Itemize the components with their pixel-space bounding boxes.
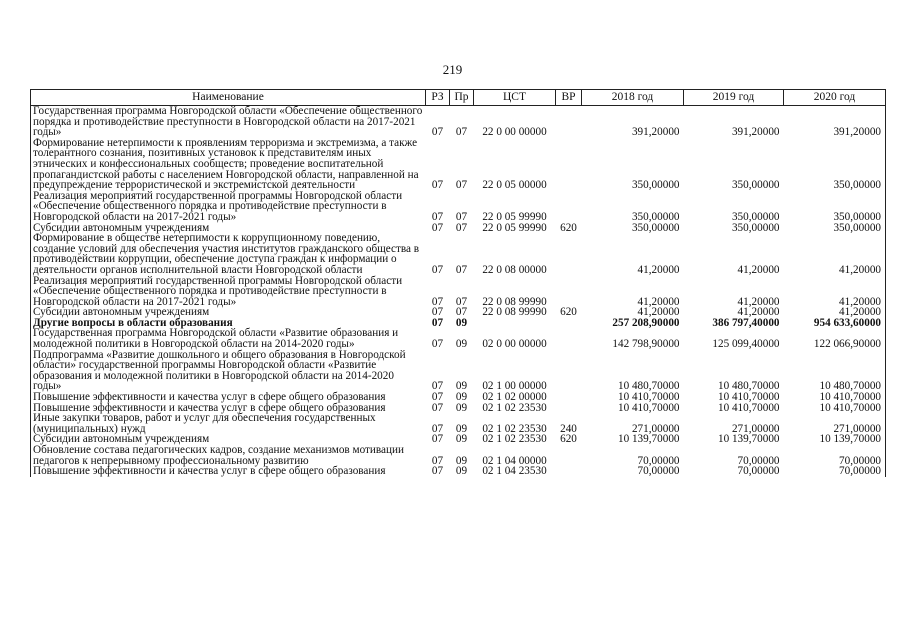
row-value-2019: 10 139,70000 xyxy=(717,433,780,446)
row-value-2018: 10 410,70000 xyxy=(617,401,680,414)
row-name: Формирование в обществе нетерпимости к коррупционному поведению, создание условий для обеспечения участия институтов гражданского общества в противодействии коррупции, обеспечение доступа граждан к информации о деятельности органов исполнительной власти Новгородской области xyxy=(31,233,426,275)
row-value-2018: 350,00000 xyxy=(631,179,680,192)
row-cst: 22 0 08 99990 xyxy=(482,306,547,319)
row-rz: 07 xyxy=(431,433,444,446)
row-value-2020: 10 480,70000 xyxy=(784,350,886,392)
row-vr xyxy=(556,328,582,349)
row-value-2019: 125 099,40000 xyxy=(712,338,780,351)
row-value-2019: 391,20000 xyxy=(731,126,780,139)
row-rz: 07 xyxy=(431,221,444,234)
row-cst: 22 0 05 99990 xyxy=(482,221,547,234)
row-vr: 620 xyxy=(560,306,577,319)
row-value-2020: 10 410,70000 xyxy=(784,403,886,414)
row-value-2018: 391,20000 xyxy=(631,126,680,139)
row-cst: 02 1 04 23530 xyxy=(482,465,547,478)
row-value-2020: 350,00000 xyxy=(784,223,886,234)
row-name: Реализация мероприятий государственной программы Новгородской области «Обеспечение общественного порядка и противодействие преступности в Новгородской области на 2017-2021 годы» xyxy=(31,191,426,223)
table-row xyxy=(31,106,886,138)
row-cst: 22 0 05 99990 xyxy=(482,210,547,223)
row-value-2019: 41,20000 xyxy=(737,306,780,319)
row-vr xyxy=(556,233,582,275)
row-rz: 07 xyxy=(431,210,444,223)
row-cst: 02 1 02 23530 xyxy=(482,401,547,414)
row-vr xyxy=(556,138,582,191)
table-row xyxy=(31,350,886,392)
header-2019: 2019 год xyxy=(684,90,784,106)
row-rz: 07 xyxy=(431,295,444,308)
row-cst: 22 0 08 00000 xyxy=(482,263,547,276)
row-value-2019: 70,00000 xyxy=(737,465,780,478)
row-value-2018: 10 480,70000 xyxy=(617,380,680,393)
row-pr: 07 xyxy=(455,306,468,319)
row-vr: 620 xyxy=(560,433,577,446)
row-value-2019: 350,00000 xyxy=(731,210,780,223)
row-rz: 07 xyxy=(431,465,444,478)
row-value-2019: 10 480,70000 xyxy=(717,380,780,393)
row-rz: 07 xyxy=(431,401,444,414)
row-rz: 07 xyxy=(431,126,444,139)
row-value-2020: 350,00000 xyxy=(784,191,886,223)
row-pr: 09 xyxy=(455,401,468,414)
row-value-2019: 10 410,70000 xyxy=(717,401,780,414)
row-value-2019: 386 797,40000 xyxy=(712,316,780,329)
row-pr: 09 xyxy=(455,380,468,393)
row-pr: 07 xyxy=(455,179,468,192)
row-name: Повышение эффективности и качества услуг в сфере общего образования xyxy=(31,403,426,414)
row-value-2020: 41,20000 xyxy=(784,307,886,318)
row-name: Формирование нетерпимости к проявлениям терроризма и экстремизма, а также толерантного сознания, позитивных установок к представителям иных этнических и конфессиональных сообществ; проведение воспитательной пропагандистской работы с населением Новгородской области, направленной на предупреждение террористической и экстремистской деятельности xyxy=(31,138,426,191)
row-value-2019: 41,20000 xyxy=(737,295,780,308)
row-pr: 09 xyxy=(455,465,468,478)
row-value-2018: 41,20000 xyxy=(637,295,680,308)
row-pr: 07 xyxy=(455,263,468,276)
row-cst: 02 1 02 00000 xyxy=(482,391,547,404)
table-row xyxy=(31,138,886,191)
row-name: Подпрограмма «Развитие дошкольного и общего образования в Новгородской области» государственной программы Новгородской области «Развитие образования и молодежной политики в Новгородской области на 2014-2020 годы» xyxy=(31,350,426,392)
budget-table xyxy=(30,89,886,477)
row-name: Субсидии автономным учреждениям xyxy=(31,434,426,445)
row-value-2018: 350,00000 xyxy=(631,221,680,234)
header-2020: 2020 год xyxy=(784,90,886,106)
row-vr xyxy=(556,106,582,138)
table-row xyxy=(31,233,886,275)
row-vr xyxy=(556,350,582,392)
header-pr: Пр xyxy=(450,90,474,106)
table-row xyxy=(31,466,886,477)
row-value-2020: 70,00000 xyxy=(784,466,886,477)
table-row xyxy=(31,445,886,466)
row-vr xyxy=(556,392,582,403)
row-pr: 07 xyxy=(455,126,468,139)
table-row xyxy=(31,413,886,434)
header-2018: 2018 год xyxy=(582,90,684,106)
header-cst: ЦСТ xyxy=(474,90,556,106)
row-value-2019: 10 410,70000 xyxy=(717,391,780,404)
row-pr: 09 xyxy=(455,338,468,351)
row-value-2019: 350,00000 xyxy=(731,221,780,234)
row-value-2018: 41,20000 xyxy=(637,263,680,276)
header-vr: ВР xyxy=(556,90,582,106)
row-value-2018: 10 410,70000 xyxy=(617,391,680,404)
row-vr xyxy=(556,403,582,414)
row-name: Другие вопросы в области образования xyxy=(31,318,426,329)
header-name: Наименование xyxy=(31,90,426,106)
row-cst: 02 1 00 00000 xyxy=(482,380,547,393)
row-vr: 240 xyxy=(560,422,577,435)
row-value-2019: 70,00000 xyxy=(737,454,780,467)
table-row xyxy=(31,191,886,223)
row-pr: 09 xyxy=(455,454,468,467)
row-pr: 07 xyxy=(455,210,468,223)
row-value-2020: 391,20000 xyxy=(784,106,886,138)
row-value-2018: 70,00000 xyxy=(637,465,680,478)
row-value-2020: 41,20000 xyxy=(784,233,886,275)
row-name: Реализация мероприятий государственной программы Новгородской области «Обеспечение общественного порядка и противодействие преступности в Новгородской области на 2017-2021 годы» xyxy=(31,276,426,308)
row-name: Повышение эффективности и качества услуг в сфере общего образования xyxy=(31,392,426,403)
row-rz: 07 xyxy=(431,306,444,319)
row-name: Субсидии автономным учреждениям xyxy=(31,307,426,318)
row-cst: 02 0 00 00000 xyxy=(482,338,547,351)
row-value-2018: 70,00000 xyxy=(637,454,680,467)
table-header-row xyxy=(31,90,886,106)
row-value-2018: 142 798,90000 xyxy=(612,338,680,351)
row-value-2018: 271,00000 xyxy=(631,422,680,435)
row-cst: 22 0 08 99990 xyxy=(482,295,547,308)
row-cst: 02 1 02 23530 xyxy=(482,422,547,435)
row-cst: 02 1 02 23530 xyxy=(482,433,547,446)
row-pr: 07 xyxy=(455,295,468,308)
row-rz: 07 xyxy=(431,263,444,276)
row-cst xyxy=(474,318,556,329)
header-rz: РЗ xyxy=(426,90,450,106)
row-vr xyxy=(556,466,582,477)
row-cst: 02 1 04 00000 xyxy=(482,454,547,467)
row-value-2020: 350,00000 xyxy=(784,138,886,191)
row-value-2018: 350,00000 xyxy=(631,210,680,223)
row-value-2020: 10 139,70000 xyxy=(784,434,886,445)
row-name: Повышение эффективности и качества услуг в сфере общего образования xyxy=(31,466,426,477)
row-name: Иные закупки товаров, работ и услуг для обеспечения государственных (муниципальных) нужд xyxy=(31,413,426,434)
row-rz: 07 xyxy=(431,454,444,467)
row-value-2019: 271,00000 xyxy=(731,422,780,435)
row-value-2020: 41,20000 xyxy=(784,276,886,308)
table-row xyxy=(31,328,886,349)
row-name: Субсидии автономным учреждениям xyxy=(31,223,426,234)
row-pr: 07 xyxy=(455,221,468,234)
row-value-2020: 271,00000 xyxy=(784,413,886,434)
row-vr: 620 xyxy=(560,221,577,234)
row-value-2018: 41,20000 xyxy=(637,306,680,319)
row-value-2019: 350,00000 xyxy=(731,179,780,192)
row-value-2020: 122 066,90000 xyxy=(784,328,886,349)
row-pr: 09 xyxy=(455,391,468,404)
row-vr xyxy=(556,276,582,308)
row-pr: 09 xyxy=(455,422,468,435)
row-value-2018: 10 139,70000 xyxy=(617,433,680,446)
row-name: Обновление состава педагогических кадров, создание механизмов мотивации педагогов к непрерывному профессиональному развитию xyxy=(31,445,426,466)
row-value-2019: 41,20000 xyxy=(737,263,780,276)
row-cst: 22 0 05 00000 xyxy=(482,179,547,192)
row-pr: 09 xyxy=(455,316,468,329)
row-name: Государственная программа Новгородской области «Обеспечение общественного порядка и противодействие преступности в Новгородской области на 2017-2021 годы» xyxy=(31,106,426,138)
row-value-2020: 954 633,60000 xyxy=(784,318,886,329)
row-vr xyxy=(556,318,582,329)
table-row xyxy=(31,276,886,308)
row-rz: 07 xyxy=(431,179,444,192)
row-rz: 07 xyxy=(431,422,444,435)
row-value-2020: 70,00000 xyxy=(784,445,886,466)
row-name: Государственная программа Новгородской области «Развитие образования и молодежной политики в Новгородской области на 2014-2020 годы» xyxy=(31,328,426,349)
page-number: 219 xyxy=(442,62,463,77)
row-vr xyxy=(556,191,582,223)
row-rz: 07 xyxy=(431,391,444,404)
row-pr: 09 xyxy=(455,433,468,446)
row-cst: 22 0 00 00000 xyxy=(482,126,547,139)
row-value-2018: 257 208,90000 xyxy=(612,316,680,329)
row-vr xyxy=(556,445,582,466)
row-value-2020: 10 410,70000 xyxy=(784,392,886,403)
row-rz: 07 xyxy=(431,316,444,329)
row-rz: 07 xyxy=(431,338,444,351)
row-rz: 07 xyxy=(431,380,444,393)
